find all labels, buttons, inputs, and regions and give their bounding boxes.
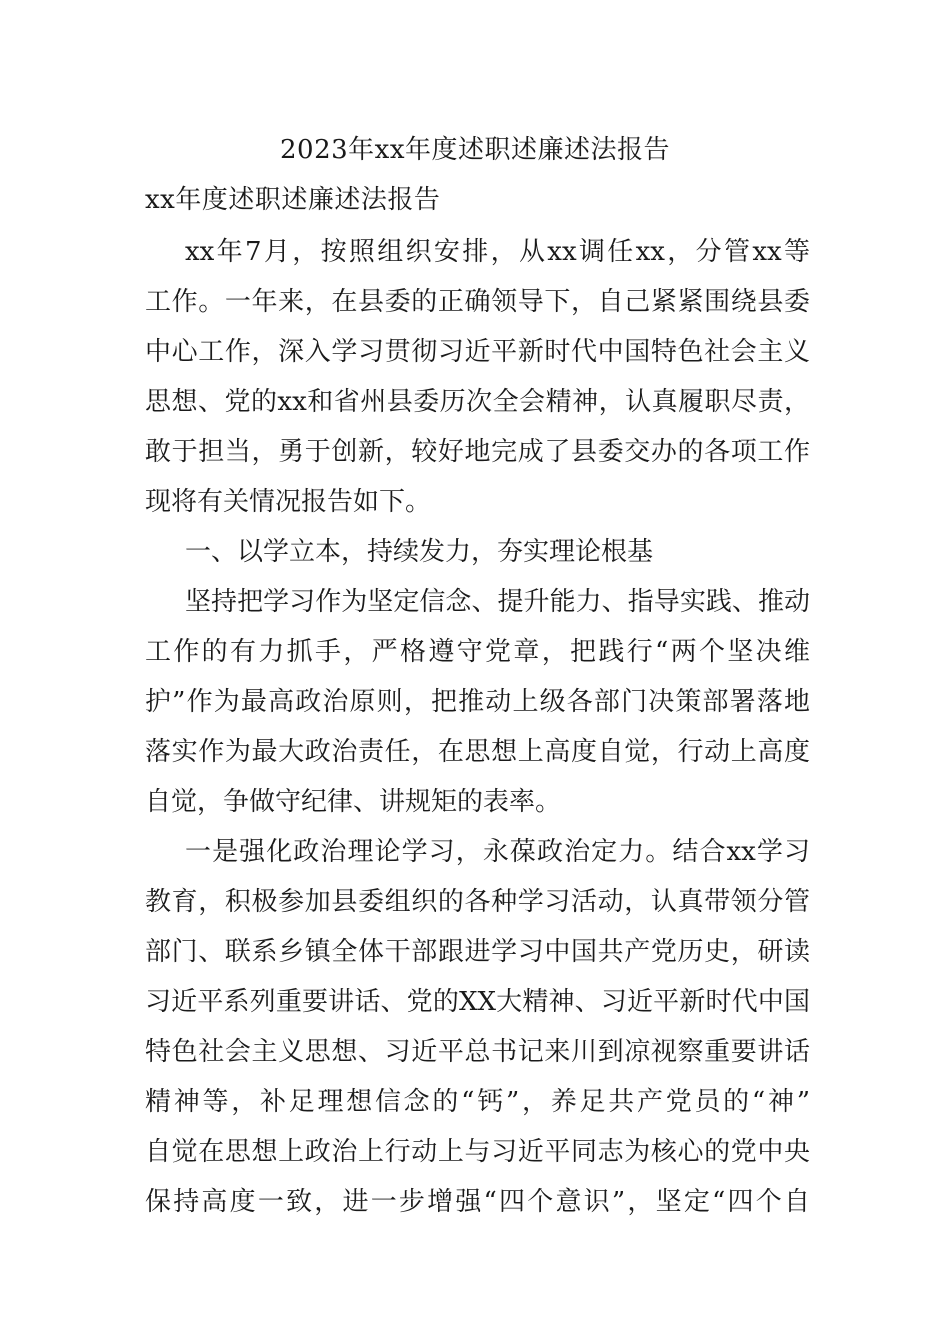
paragraph-line: 教育，积极参加县委组织的各种学习活动，认真带领分管 xyxy=(145,887,810,917)
paragraph-line: 落实作为最大政治责任，在思想上高度自觉，行动上高度 xyxy=(145,737,810,767)
document-title: 2023年xx年度述职述廉述法报告 xyxy=(280,135,670,165)
paragraph-line: 习近平系列重要讲话、党的XX大精神、习近平新时代中国 xyxy=(145,987,810,1017)
paragraph-line: 现将有关情况报告如下。 xyxy=(145,487,432,517)
paragraph-line: 思想、党的xx和省州县委历次全会精神，认真履职尽责， xyxy=(145,387,810,417)
paragraph-line: 工作。一年来，在县委的正确领导下，自己紧紧围绕县委 xyxy=(145,287,810,317)
section-heading: 一、以学立本，持续发力，夯实理论根基 xyxy=(185,537,654,567)
paragraph-line: 一是强化政治理论学习，永葆政治定力。结合xx学习 xyxy=(185,837,810,867)
paragraph-line: 敢于担当，勇于创新，较好地完成了县委交办的各项工作 xyxy=(145,437,810,467)
paragraph-line: 部门、联系乡镇全体干部跟进学习中国共产党历史，研读 xyxy=(145,937,810,967)
paragraph-line: 精神等，补足理想信念的“钙”，养足共产党员的“神” xyxy=(145,1087,810,1117)
document-subtitle: xx年度述职述廉述法报告 xyxy=(145,185,441,215)
paragraph-line: 护”作为最高政治原则，把推动上级各部门决策部署落地 xyxy=(145,687,810,717)
paragraph-line: 坚持把学习作为坚定信念、提升能力、指导实践、推动 xyxy=(185,587,810,617)
paragraph-line: 自觉，争做守纪律、讲规矩的表率。 xyxy=(145,787,562,817)
paragraph-line: 中心工作，深入学习贯彻习近平新时代中国特色社会主义 xyxy=(145,337,810,367)
paragraph-line: 自觉在思想上政治上行动上与习近平同志为核心的党中央 xyxy=(145,1137,810,1167)
paragraph-line: 保持高度一致，进一步增强“四个意识”，坚定“四个自 xyxy=(145,1187,810,1217)
paragraph-line: 工作的有力抓手，严格遵守党章，把践行“两个坚决维 xyxy=(145,637,810,667)
paragraph-line: xx年7月，按照组织安排，从xx调任xx，分管xx等 xyxy=(185,237,810,267)
paragraph-line: 特色社会主义思想、习近平总书记来川到凉视察重要讲话 xyxy=(145,1037,810,1067)
